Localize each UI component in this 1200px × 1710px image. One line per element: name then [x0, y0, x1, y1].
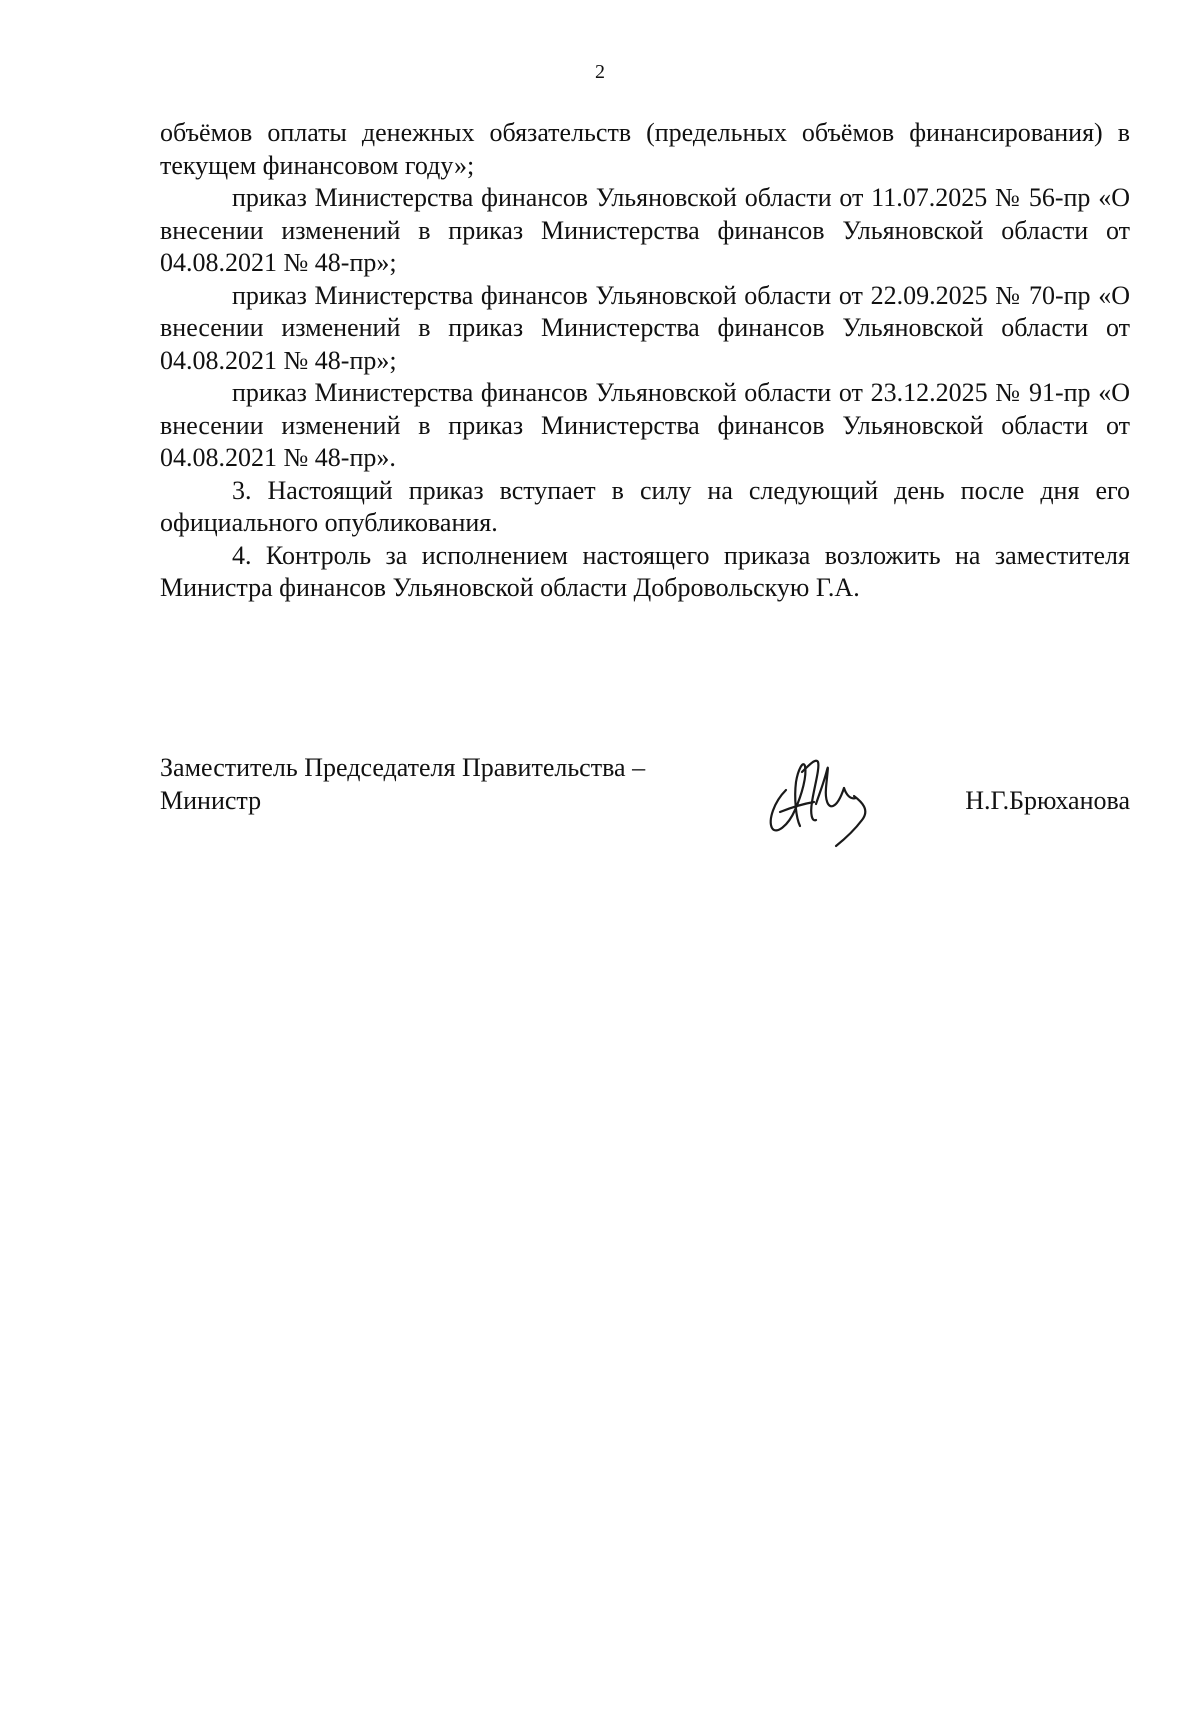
paragraph: приказ Министерства финансов Ульяновской области от 22.09.2025 № 70-пр «О внесении изменений в приказ Министерства финансов Ульяновской области от 04.08.2021 № 48-пр»; — [160, 280, 1130, 375]
body-text — [160, 117, 1130, 605]
paragraph: объёмов оплаты денежных обязательств (предельных объёмов финансирования) в текущем финансовом году»; — [160, 118, 1130, 180]
signatory-name: Н.Г.Брюханова — [965, 785, 1130, 815]
paragraph: приказ Министерства финансов Ульяновской области от 11.07.2025 № 56-пр «О внесении изменений в приказ Министерства финансов Ульяновской области от 04.08.2021 № 48-пр»; — [160, 183, 1130, 277]
handwritten-signature-icon — [758, 742, 888, 852]
signatory-title-line: Заместитель Председателя Правительства – — [160, 753, 646, 782]
signatory-title-line: Министр — [160, 785, 262, 815]
page-number: 2 — [595, 61, 605, 83]
signatory-title — [160, 752, 720, 817]
signature-block — [160, 752, 1130, 872]
paragraph: приказ Министерства финансов Ульяновской области от 23.12.2025 № 91-пр «О внесении изменений в приказ Министерства финансов Ульяновской области от 04.08.2021 № 48-пр». — [160, 378, 1130, 472]
paragraph: 4. Контроль за исполнением настоящего приказа возложить на заместителя Министра финансов Ульяновской области Добровольскую Г.А. — [160, 540, 1130, 602]
paragraph: 3. Настоящий приказ вступает в силу на следующий день после дня его официального опубликования. — [160, 475, 1130, 537]
